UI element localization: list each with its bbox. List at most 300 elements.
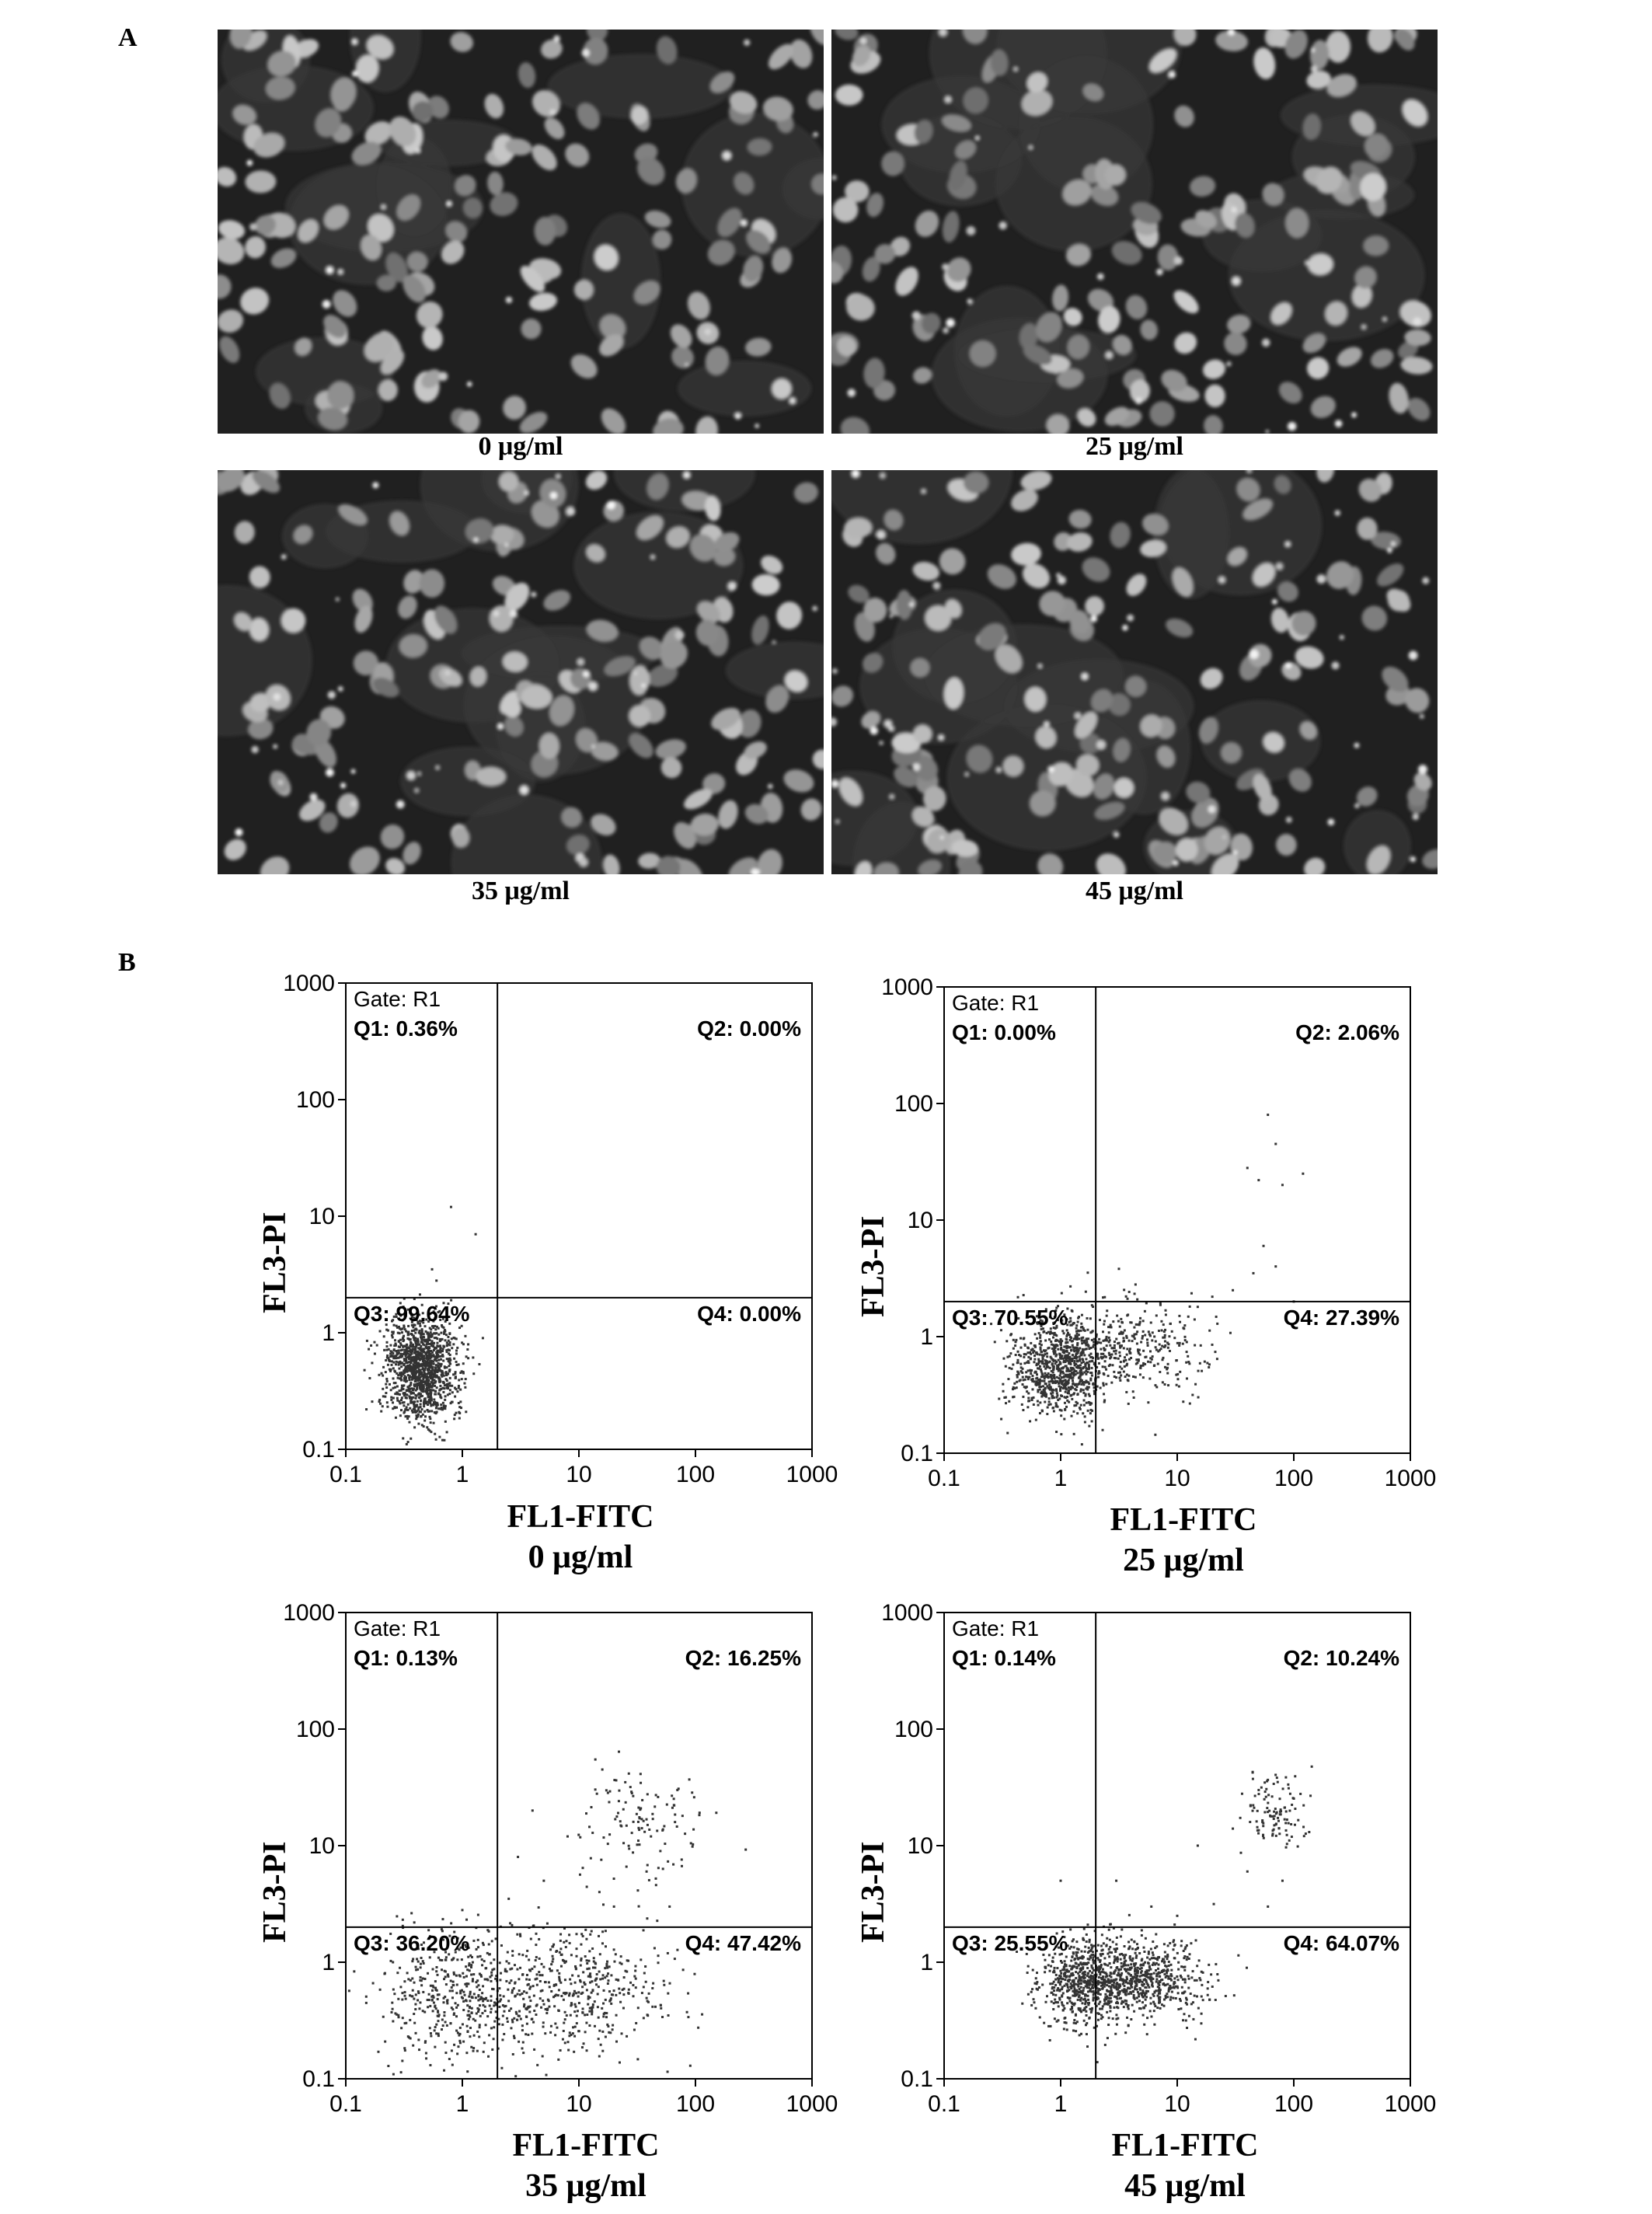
event-point bbox=[427, 1348, 429, 1351]
event-point bbox=[1102, 1429, 1104, 1431]
event-point bbox=[430, 1400, 433, 1402]
event-point bbox=[1139, 1317, 1141, 1320]
event-point bbox=[386, 1401, 389, 1403]
event-point bbox=[402, 2017, 404, 2019]
event-point bbox=[1187, 1355, 1189, 1358]
event-point bbox=[417, 1961, 420, 1963]
event-point bbox=[495, 1937, 497, 1940]
event-point bbox=[689, 2065, 692, 2067]
event-point bbox=[596, 1973, 598, 1975]
event-point bbox=[434, 1369, 436, 1372]
event-point bbox=[1134, 1376, 1137, 1379]
event-point bbox=[1044, 1339, 1047, 1341]
event-point bbox=[1051, 1362, 1054, 1365]
event-point bbox=[1049, 1970, 1051, 1972]
event-point bbox=[1076, 1983, 1079, 1986]
apoptotic-body bbox=[704, 328, 711, 335]
event-point bbox=[1086, 1371, 1089, 1373]
event-point bbox=[1052, 1344, 1054, 1346]
event-point bbox=[509, 1922, 511, 1924]
event-point bbox=[1099, 1319, 1101, 1321]
event-point bbox=[428, 1338, 430, 1341]
event-point bbox=[1039, 1337, 1041, 1339]
event-point bbox=[1005, 1402, 1007, 1404]
event-point bbox=[451, 1347, 453, 1349]
event-point bbox=[1051, 1392, 1054, 1394]
event-point bbox=[1036, 1972, 1038, 1974]
event-point bbox=[1077, 1317, 1079, 1320]
y-tick-label: 0.1 bbox=[302, 1437, 335, 1463]
event-point bbox=[640, 1958, 642, 1961]
event-point bbox=[462, 2041, 465, 2043]
event-point bbox=[447, 1384, 449, 1386]
apoptotic-body bbox=[1354, 743, 1360, 748]
event-point bbox=[387, 2065, 389, 2067]
event-point bbox=[1072, 1940, 1074, 1942]
event-point bbox=[606, 2024, 608, 2026]
event-point bbox=[377, 2051, 379, 2053]
event-point bbox=[1115, 1338, 1117, 1341]
event-point bbox=[414, 1348, 416, 1350]
event-point bbox=[535, 1933, 537, 1935]
event-point bbox=[448, 1344, 450, 1346]
apoptotic-body bbox=[281, 554, 287, 560]
event-point bbox=[1121, 1928, 1123, 1930]
cell-nucleus bbox=[377, 821, 409, 852]
event-point bbox=[485, 1967, 487, 1969]
event-point bbox=[607, 1792, 609, 1794]
event-point bbox=[587, 1960, 590, 1962]
event-point bbox=[1060, 1386, 1062, 1389]
event-point bbox=[1101, 2007, 1103, 2010]
event-point bbox=[491, 2048, 493, 2051]
event-point bbox=[1076, 1337, 1079, 1339]
event-point bbox=[1059, 1379, 1061, 1381]
apoptotic-body bbox=[870, 727, 877, 734]
cell-nucleus bbox=[1019, 470, 1054, 493]
event-point bbox=[435, 1970, 437, 1972]
event-point bbox=[1086, 1986, 1089, 1989]
event-point bbox=[455, 2015, 458, 2017]
event-point bbox=[448, 1340, 450, 1342]
event-point bbox=[532, 2021, 535, 2024]
event-point bbox=[1092, 1958, 1094, 1961]
event-point bbox=[691, 1791, 693, 1794]
event-point bbox=[445, 1983, 448, 1986]
event-point bbox=[1075, 1356, 1077, 1358]
event-point bbox=[647, 2014, 649, 2016]
event-point bbox=[567, 2041, 570, 2043]
event-point bbox=[598, 2055, 601, 2058]
event-point bbox=[441, 2028, 443, 2031]
event-point bbox=[579, 1836, 581, 1839]
event-point bbox=[466, 2004, 469, 2007]
event-point bbox=[575, 1933, 577, 1935]
event-point bbox=[430, 1421, 432, 1424]
event-point bbox=[1190, 1292, 1193, 1295]
event-point bbox=[451, 2049, 453, 2052]
event-point bbox=[1142, 1365, 1145, 1367]
event-point bbox=[458, 1412, 461, 1414]
event-point bbox=[455, 1992, 458, 1994]
event-point bbox=[1075, 1324, 1078, 1327]
event-point bbox=[558, 1972, 560, 1975]
event-point bbox=[419, 1382, 421, 1384]
event-point bbox=[598, 2038, 600, 2040]
event-point bbox=[619, 1825, 622, 1827]
event-point bbox=[1072, 1323, 1075, 1325]
event-point bbox=[439, 1348, 441, 1351]
event-point bbox=[451, 1391, 454, 1393]
event-point bbox=[1073, 1374, 1075, 1376]
event-point bbox=[417, 1992, 420, 1994]
event-point bbox=[1176, 1342, 1179, 1344]
event-point bbox=[681, 1858, 683, 1860]
event-point bbox=[1086, 1329, 1089, 1331]
event-point bbox=[466, 1348, 469, 1351]
event-point bbox=[1086, 2014, 1088, 2017]
event-point bbox=[392, 1989, 395, 1991]
event-point bbox=[589, 1933, 591, 1936]
event-point bbox=[507, 1989, 509, 1991]
apoptotic-body bbox=[1058, 576, 1066, 584]
event-point bbox=[650, 1836, 652, 1838]
event-point bbox=[667, 1860, 669, 1863]
event-point bbox=[517, 1993, 519, 1996]
event-point bbox=[420, 1386, 423, 1389]
event-point bbox=[1082, 1337, 1084, 1339]
event-point bbox=[598, 1971, 601, 1973]
apoptotic-body bbox=[831, 717, 837, 727]
event-point bbox=[1154, 1384, 1156, 1386]
event-point bbox=[692, 1843, 694, 1846]
event-point bbox=[591, 1832, 594, 1834]
event-point bbox=[400, 1372, 403, 1374]
event-point bbox=[1038, 1986, 1040, 1989]
event-point bbox=[1056, 1392, 1058, 1394]
event-point bbox=[1055, 1339, 1058, 1341]
event-point bbox=[1058, 1997, 1061, 2000]
event-point bbox=[1178, 1344, 1180, 1347]
micrograph-2-image bbox=[218, 470, 824, 874]
event-point bbox=[455, 1377, 457, 1379]
event-point bbox=[1097, 1375, 1100, 1378]
event-point bbox=[606, 1961, 608, 1963]
event-point bbox=[467, 1982, 469, 1985]
event-point bbox=[468, 1996, 470, 1998]
apoptotic-body bbox=[1208, 806, 1216, 814]
event-point bbox=[415, 1395, 417, 1397]
event-point bbox=[607, 1972, 609, 1975]
event-point bbox=[1041, 1372, 1044, 1375]
event-point bbox=[686, 2011, 688, 2014]
event-point bbox=[667, 2070, 669, 2073]
event-point bbox=[1048, 1338, 1051, 1341]
event-point bbox=[514, 1982, 516, 1985]
event-point bbox=[348, 1989, 350, 1992]
event-point bbox=[399, 1400, 401, 1403]
apoptotic-body bbox=[467, 382, 472, 386]
event-point bbox=[1104, 1360, 1107, 1362]
event-point bbox=[1040, 1348, 1042, 1351]
event-point bbox=[431, 1379, 434, 1382]
event-point bbox=[1179, 1342, 1181, 1344]
event-point bbox=[633, 1995, 635, 1997]
event-point bbox=[387, 1357, 389, 1359]
event-point bbox=[697, 2027, 699, 2029]
event-point bbox=[1149, 1361, 1152, 1363]
event-point bbox=[1044, 1959, 1046, 1961]
event-point bbox=[1065, 1365, 1067, 1367]
event-point bbox=[1057, 1348, 1059, 1351]
apoptotic-body bbox=[438, 371, 448, 381]
event-point bbox=[471, 2007, 473, 2010]
apoptotic-body bbox=[1285, 542, 1291, 547]
event-point bbox=[475, 1233, 477, 1236]
event-point bbox=[1117, 1267, 1120, 1270]
event-point bbox=[520, 2017, 522, 2020]
event-point bbox=[602, 1903, 605, 1905]
event-point bbox=[1079, 1407, 1081, 1409]
event-point bbox=[464, 1335, 466, 1337]
event-point bbox=[401, 1331, 403, 1334]
event-point bbox=[403, 1401, 406, 1403]
cell-nucleus bbox=[935, 543, 971, 579]
event-point bbox=[1019, 1363, 1022, 1365]
apoptotic-body bbox=[607, 500, 615, 509]
event-point bbox=[429, 1383, 431, 1386]
event-point bbox=[1071, 2006, 1073, 2008]
event-point bbox=[1066, 2028, 1068, 2031]
event-point bbox=[456, 1958, 458, 1961]
apoptotic-body bbox=[976, 136, 979, 139]
event-point bbox=[587, 1975, 590, 1978]
apoptotic-body bbox=[525, 491, 528, 495]
event-point bbox=[485, 2024, 487, 2026]
event-point bbox=[425, 1388, 427, 1390]
event-point bbox=[1179, 1321, 1181, 1323]
event-point bbox=[392, 1377, 395, 1379]
event-point bbox=[464, 1983, 466, 1986]
event-point bbox=[444, 1365, 446, 1368]
event-point bbox=[401, 1999, 403, 2001]
event-point bbox=[1064, 1968, 1066, 1971]
event-point bbox=[433, 1422, 435, 1424]
cell-nucleus bbox=[694, 415, 719, 434]
event-point bbox=[395, 1363, 397, 1365]
event-point bbox=[1136, 1342, 1138, 1344]
event-point bbox=[1302, 1173, 1304, 1175]
event-point bbox=[1076, 1412, 1079, 1414]
event-point bbox=[1050, 1403, 1052, 1406]
event-point bbox=[1069, 1317, 1072, 1320]
event-point bbox=[1060, 1433, 1062, 1435]
apoptotic-body bbox=[1173, 860, 1178, 865]
apoptotic-body bbox=[1316, 574, 1326, 584]
event-point bbox=[563, 1941, 565, 1944]
event-point bbox=[1274, 1143, 1277, 1145]
event-point bbox=[451, 2064, 454, 2066]
apoptotic-body bbox=[416, 148, 420, 153]
event-point bbox=[1175, 1359, 1177, 1362]
event-point bbox=[549, 1968, 551, 1970]
event-point bbox=[1079, 1390, 1082, 1393]
micrograph-1 bbox=[831, 30, 1438, 434]
event-point bbox=[1061, 1367, 1064, 1369]
event-point bbox=[628, 1773, 630, 1775]
event-point bbox=[525, 1955, 528, 1958]
event-point bbox=[535, 1978, 537, 1980]
event-point bbox=[436, 1386, 438, 1389]
event-point bbox=[531, 1809, 534, 1811]
event-point bbox=[681, 1815, 684, 1817]
event-point bbox=[577, 1834, 580, 1836]
event-point bbox=[1078, 1975, 1080, 1977]
event-point bbox=[1107, 1375, 1110, 1377]
event-point bbox=[399, 1986, 402, 1988]
cell-nucleus bbox=[1225, 312, 1253, 336]
apoptotic-body bbox=[1391, 542, 1396, 546]
event-point bbox=[582, 2007, 584, 2010]
event-point bbox=[674, 1821, 676, 1823]
event-point bbox=[441, 2018, 444, 2020]
apoptotic-body bbox=[723, 151, 732, 160]
event-point bbox=[1039, 1334, 1041, 1337]
event-point bbox=[601, 1942, 604, 1944]
apoptotic-body bbox=[741, 220, 747, 226]
event-point bbox=[458, 1417, 461, 1419]
event-point bbox=[1123, 1371, 1125, 1373]
event-point bbox=[627, 1960, 629, 1962]
event-point bbox=[439, 1363, 441, 1365]
event-point bbox=[657, 1954, 660, 1957]
event-point bbox=[526, 1950, 528, 1952]
event-point bbox=[636, 2058, 639, 2060]
event-point bbox=[641, 1992, 643, 1994]
event-point bbox=[1122, 1337, 1124, 1339]
event-point bbox=[1083, 1399, 1086, 1401]
event-point bbox=[368, 1348, 370, 1351]
event-point bbox=[1189, 1403, 1191, 1405]
event-point bbox=[1070, 1987, 1072, 1989]
event-point bbox=[429, 2005, 431, 2007]
event-point bbox=[618, 1751, 620, 1753]
event-point bbox=[571, 1974, 573, 1976]
event-point bbox=[1169, 1323, 1172, 1325]
event-point bbox=[1048, 1397, 1051, 1400]
event-point bbox=[472, 1356, 474, 1358]
x-tick-label: 1000 bbox=[1384, 1466, 1437, 1491]
event-point bbox=[470, 1974, 472, 1976]
event-point bbox=[437, 2034, 440, 2037]
event-point bbox=[477, 1939, 479, 1941]
event-point bbox=[1063, 1349, 1065, 1351]
event-point bbox=[446, 2024, 448, 2027]
event-point bbox=[1043, 1375, 1045, 1378]
event-point bbox=[489, 2004, 491, 2007]
event-point bbox=[1033, 1396, 1035, 1399]
flow-plot-1 bbox=[866, 971, 1488, 1508]
event-point bbox=[1100, 1985, 1103, 1987]
event-point bbox=[483, 2041, 486, 2044]
event-point bbox=[619, 2001, 622, 2003]
event-point bbox=[1048, 1383, 1051, 1386]
event-point bbox=[1005, 1396, 1007, 1399]
event-point bbox=[1057, 1399, 1059, 1401]
event-point bbox=[529, 1986, 531, 1988]
event-point bbox=[410, 1912, 413, 1914]
apoptotic-body bbox=[685, 363, 688, 366]
event-point bbox=[411, 1960, 413, 1962]
event-point bbox=[1138, 1323, 1140, 1326]
event-point bbox=[410, 1979, 412, 1982]
event-point bbox=[1090, 1402, 1093, 1404]
event-point bbox=[1102, 1296, 1104, 1299]
event-point bbox=[693, 1796, 695, 1798]
event-point bbox=[490, 1995, 493, 1997]
cell-nucleus bbox=[833, 30, 860, 43]
event-point bbox=[1161, 1329, 1163, 1331]
event-point bbox=[552, 1958, 554, 1960]
event-point bbox=[450, 2022, 452, 2024]
event-point bbox=[518, 1989, 521, 1992]
event-point bbox=[1009, 1352, 1012, 1355]
event-point bbox=[418, 1330, 420, 1332]
event-point bbox=[1047, 1386, 1050, 1389]
cell-nucleus bbox=[1219, 327, 1251, 360]
event-point bbox=[458, 1406, 461, 1408]
event-point bbox=[525, 1992, 528, 1994]
event-point bbox=[1157, 1363, 1159, 1365]
event-point bbox=[407, 1409, 410, 1411]
event-point bbox=[412, 1989, 414, 1992]
event-point bbox=[1089, 1356, 1092, 1358]
x-tick-label: 1 bbox=[455, 2091, 469, 2117]
event-point bbox=[403, 2047, 406, 2049]
event-point bbox=[1133, 1336, 1135, 1338]
event-point bbox=[479, 1989, 481, 1991]
event-point bbox=[1171, 1330, 1173, 1333]
event-point bbox=[1115, 2014, 1117, 2016]
event-point bbox=[416, 1329, 418, 1331]
event-point bbox=[652, 1818, 654, 1820]
event-point bbox=[1064, 2017, 1066, 2019]
event-point bbox=[502, 2015, 504, 2017]
event-point bbox=[562, 2038, 564, 2041]
event-point bbox=[1164, 1329, 1166, 1331]
micrograph-1-image bbox=[831, 30, 1438, 434]
event-point bbox=[1141, 1335, 1144, 1337]
apoptotic-body bbox=[506, 297, 512, 303]
event-point bbox=[1091, 1360, 1093, 1362]
event-point bbox=[427, 1382, 429, 1384]
event-point bbox=[1017, 1296, 1019, 1299]
event-point bbox=[1040, 1375, 1043, 1378]
event-point bbox=[555, 1994, 557, 1996]
apoptotic-body bbox=[273, 693, 281, 701]
event-point bbox=[1086, 1317, 1088, 1320]
event-point bbox=[491, 1968, 493, 1971]
event-point bbox=[386, 1341, 389, 1344]
event-point bbox=[1049, 1982, 1051, 1985]
cell-nucleus bbox=[486, 171, 504, 196]
event-point bbox=[416, 1351, 419, 1353]
event-point bbox=[546, 1923, 549, 1925]
event-point bbox=[1103, 1957, 1106, 1959]
event-point bbox=[1127, 1313, 1129, 1316]
event-point bbox=[390, 1389, 392, 1391]
event-point bbox=[1028, 1400, 1030, 1402]
